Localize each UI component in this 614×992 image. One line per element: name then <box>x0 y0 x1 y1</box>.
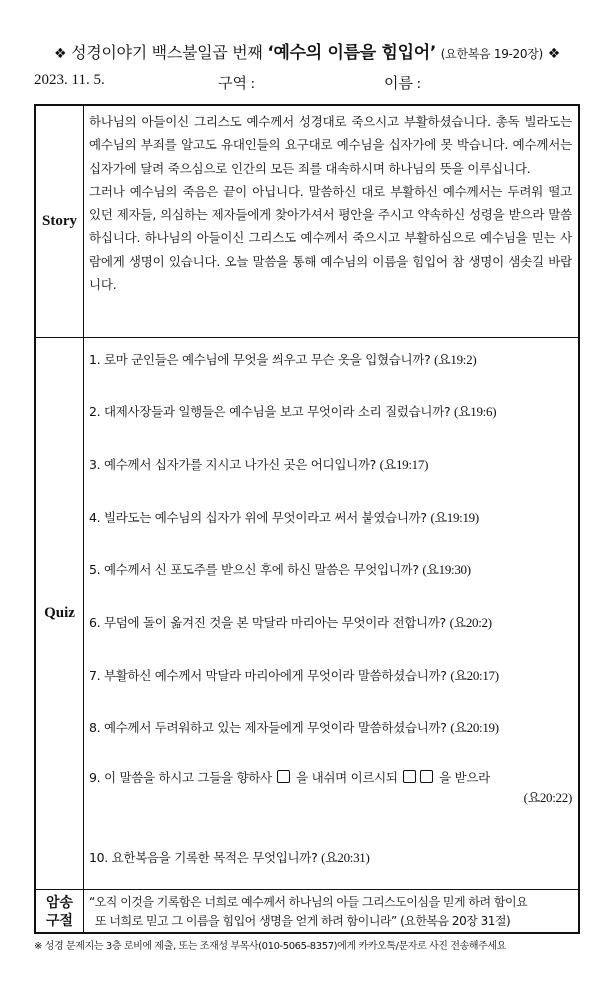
diamond-bullet-icon: ❖ <box>547 46 560 62</box>
bible-reference: (요20:17) <box>450 668 499 683</box>
quiz-question: 5. 예수께서 신 포도주를 받으신 후에 하신 말씀은 무엇입니까? (요19:30) <box>89 562 471 577</box>
bible-reference: (요19:2) <box>434 352 477 367</box>
answer-blank-box[interactable] <box>277 770 290 783</box>
answer-blank-box[interactable] <box>403 770 416 783</box>
answer-blank-box[interactable] <box>420 770 433 783</box>
bible-reference: (요19:30) <box>422 562 471 577</box>
memory-verse-text: “오직 이것을 기록함은 너희로 예수께서 하나님의 아들 그리스도이심을 믿게 하려 함이요 또 너희로 믿고 그 이름을 힘입어 생명을 얻게 하려 함이니라” (요한복음 20장 31절) <box>89 895 528 928</box>
quiz-question: 1. 로마 군인들은 예수님에 무엇을 씌우고 무슨 옷을 입혔습니까? (요19:2) <box>89 352 477 367</box>
memory-verse-row <box>36 890 578 934</box>
quiz-list <box>89 338 572 889</box>
quiz-question: 3. 예수께서 십자가를 지시고 나가신 곳은 어디입니까? (요19:17) <box>89 457 429 472</box>
area-field-label: 구역 : <box>218 76 255 92</box>
diamond-bullet-icon: ❖ <box>54 46 67 62</box>
footnote: ※ 성경 문제지는 3층 로비에 제출, 또는 조재성 부목사(010-5065-8357)에게 카카오톡/문자로 사진 전송해주세요 <box>34 941 506 952</box>
worksheet-table <box>34 104 580 934</box>
quiz-question: 4. 빌라도는 예수님의 십자가 위에 무엇이라고 써서 붙였습니까? (요19:19) <box>89 510 479 525</box>
bible-reference: (요19:19) <box>430 510 479 525</box>
title-main: ‘예수의 이름을 힘입어’ <box>267 43 436 63</box>
title-reference: (요한복음 19-20장) <box>440 47 543 61</box>
quiz-question: 8. 예수께서 두려워하고 있는 제자들에게 무엇이라 말씀하셨습니까? (요20:19) <box>89 720 499 735</box>
story-row <box>36 106 578 338</box>
quiz-question: 9. 이 말씀을 하시고 그들을 향하사 을 내쉬며 이르시되 을 받으라 (요20:22) <box>89 768 572 808</box>
bible-reference: (요19:17) <box>379 457 429 472</box>
story-paragraph: 하나님의 아들이신 그리스도 예수께서 성경대로 죽으시고 부활하셨습니다. 총독 빌라도는 예수님의 부죄를 알고도 유대인들의 요구대로 예수님을 십자가에 못 박습니다. 예수께서는 십자가에 달려 죽으심으로 인간의 모든 죄를 대속하시며 하나님의 뜻을 이루십니다. <box>89 114 572 176</box>
story-text <box>89 110 572 296</box>
bible-reference: (요20:31) <box>321 850 370 865</box>
story-label: Story <box>36 106 84 337</box>
title-prefix: 성경이야기 백스불일곱 번째 <box>71 43 263 62</box>
quiz-question: 10. 요한복음을 기록한 목적은 무엇입니까? (요20:31) <box>89 850 370 865</box>
bible-reference: (요20:22) <box>523 790 572 805</box>
quiz-question: 6. 무덤에 돌이 옮겨진 것을 본 막달라 마리아는 무엇이라 전합니까? (요20:2) <box>89 615 492 630</box>
bible-reference: (요20:2) <box>449 615 492 630</box>
meta-line <box>34 72 594 92</box>
date: 2023. 11. 5. <box>34 72 105 88</box>
memory-verse-label: 암송 구절 <box>36 890 84 934</box>
quiz-question: 2. 대제사장들과 일행들은 예수님을 보고 무엇이라 소리 질렀습니까? (요19:6) <box>89 404 497 419</box>
quiz-label: Quiz <box>36 338 84 889</box>
document-title <box>0 38 614 63</box>
bible-reference: (요20:19) <box>450 720 499 735</box>
quiz-question: 7. 부활하신 예수께서 막달라 마리아에게 무엇이라 말씀하셨습니까? (요20:17) <box>89 668 499 683</box>
story-paragraph: 그러나 예수님의 죽음은 끝이 아닙니다. 말씀하신 대로 부활하신 예수께서는 두려워 떨고 있던 제자들, 의심하는 제자들에게 찾아가셔서 평안을 주시고 약속하신 성령을 받으라 말씀하십니다. 하나님의 아들이신 그리스도 예수께서 죽으시고 부활하심으로 예수님을 믿는 사람에게 생명이 있습니다. 오늘 말씀을 통해 예수님의 이름을 힘입어 참 생명이 샘솟길 바랍니다. <box>89 183 572 293</box>
quiz-row <box>36 338 578 890</box>
name-field-label: 이름 : <box>384 76 421 92</box>
bible-reference: (요19:6) <box>454 404 497 419</box>
